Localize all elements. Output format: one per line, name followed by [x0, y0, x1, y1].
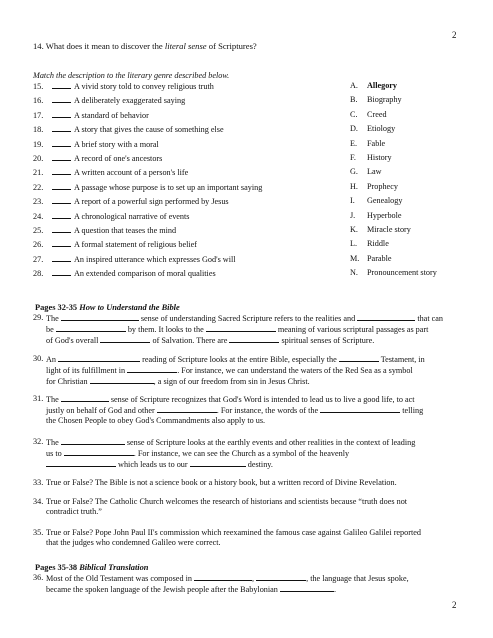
genre-name: Miracle story — [367, 225, 411, 234]
section-heading — [35, 563, 148, 572]
text: sense of Scripture looks at the earthly events and other realities in the context of leading — [126, 438, 416, 447]
item-text: A question that teases the mind — [74, 226, 177, 235]
item-number: 27. — [33, 254, 44, 264]
genre-name: Riddle — [367, 239, 389, 249]
text: The — [46, 438, 59, 447]
answer-blank[interactable] — [52, 139, 71, 147]
item-number: 24. — [33, 211, 44, 221]
text: . For instance, we can understand the waters of the Red Sea as a symbol — [177, 366, 413, 376]
item-number: 20. — [33, 154, 44, 163]
question-34 — [33, 497, 465, 517]
item-number: 26. — [33, 240, 44, 250]
text: . For instance, we can see the Church as a symbol of the heavenly — [133, 449, 350, 459]
answer-blank[interactable] — [229, 335, 279, 343]
text: The — [46, 314, 59, 323]
answer-blank[interactable] — [52, 153, 71, 161]
section-title: How to Understand the Bible — [79, 303, 180, 312]
answer-blank[interactable] — [339, 354, 379, 362]
answer-blank[interactable] — [194, 573, 255, 583]
answer-blank[interactable] — [52, 225, 71, 233]
answer-blank[interactable] — [157, 405, 217, 413]
genre-letter: J. — [350, 210, 356, 220]
answer-blank[interactable] — [61, 394, 109, 402]
answer-blank[interactable] — [61, 313, 139, 321]
text: telling — [402, 406, 424, 416]
question-text: contradict truth.” — [46, 507, 102, 517]
text: for Christian — [46, 377, 88, 387]
answer-blank[interactable] — [280, 584, 336, 595]
answer-blank[interactable] — [100, 335, 150, 343]
matching-item — [33, 268, 216, 278]
answer-blank[interactable] — [46, 459, 116, 467]
genre-letter: D. — [350, 124, 358, 134]
question-number: 31. — [33, 394, 44, 403]
item-text: A story that gives the cause of something else — [74, 125, 224, 135]
question-text: True or False? The Catholic Church welcomes the research of historians and scientists because “truth does not — [46, 497, 408, 506]
question-number: 32. — [33, 437, 44, 446]
question-number: 36. — [33, 573, 44, 582]
text: of God's overall — [46, 336, 99, 346]
question-text: of Scriptures? — [208, 41, 257, 51]
genre-name: Allegory — [367, 81, 398, 90]
text: Testament, in — [380, 355, 425, 364]
matching-item — [33, 182, 262, 192]
genre-name: Etiology — [367, 124, 396, 134]
genre-name: Prophecy — [367, 181, 398, 191]
genre-letter: A. — [350, 81, 358, 90]
genre-letter: L. — [350, 239, 358, 249]
text: light of its fulfillment in — [46, 366, 126, 376]
genre-name: Fable — [367, 138, 386, 148]
genre-item — [350, 196, 402, 205]
answer-blank[interactable] — [320, 405, 400, 413]
genre-item — [350, 254, 392, 263]
question-36 — [33, 573, 465, 595]
genre-item — [350, 110, 387, 119]
genre-item — [350, 153, 392, 162]
matching-item — [33, 225, 176, 235]
genre-name: Parable — [367, 253, 392, 263]
genre-letter: G. — [350, 167, 358, 177]
answer-blank[interactable] — [52, 254, 71, 262]
answer-blank[interactable] — [52, 211, 71, 219]
genre-item — [350, 211, 402, 220]
question-text: What does it mean to discover the — [45, 41, 163, 51]
item-text: A standard of behavior — [74, 110, 149, 120]
text: An — [46, 355, 57, 364]
text: reading of Scripture looks at the entire Bible, especially the — [142, 355, 337, 364]
question-number: 34. — [33, 497, 44, 506]
page-number-top: 2 — [452, 30, 457, 40]
item-text: A formal statement of religious belief — [74, 240, 198, 250]
answer-blank[interactable] — [52, 95, 71, 103]
genre-name: Genealogy — [367, 196, 403, 206]
question-29 — [33, 313, 465, 347]
item-text: An extended comparison of moral qualities — [74, 269, 216, 279]
question-italic: literal sense — [164, 41, 207, 51]
text: justly on behalf of God and other — [46, 406, 155, 416]
answer-blank[interactable] — [90, 376, 154, 384]
answer-blank[interactable] — [52, 124, 71, 132]
text: , the language that Jesus spoke, — [306, 574, 409, 583]
item-number: 17. — [33, 110, 44, 120]
answer-blank[interactable] — [61, 437, 125, 445]
genre-name: Biography — [367, 95, 402, 105]
matching-item — [33, 211, 190, 221]
item-number: 22. — [33, 182, 44, 192]
text: spiritual senses of Scripture. — [281, 336, 375, 346]
item-text: An inspired utterance which expresses God's will — [74, 254, 236, 264]
genre-name: Pronouncement story — [367, 268, 437, 278]
section-title: Biblical Translation — [79, 563, 149, 572]
text: . — [333, 585, 336, 595]
answer-blank[interactable] — [256, 573, 306, 581]
matching-item — [33, 239, 197, 249]
text: by them. It looks to the — [127, 325, 204, 335]
text: which leads us to our — [118, 460, 188, 470]
question-text: True or False? Pope John Paul II's commission which reexamined the famous case against Galileo Galilei reported — [46, 528, 421, 537]
item-text: A written account of a person's life — [74, 168, 189, 178]
item-text: A passage whose purpose is to set up an important saying — [74, 182, 263, 192]
text: the Chosen People to obey God's Commandments also apply to us. — [46, 416, 266, 426]
item-number: 28. — [33, 269, 44, 279]
question-number: 29. — [33, 313, 44, 322]
genre-name: Creed — [367, 109, 387, 119]
matching-item — [33, 95, 185, 105]
text: became the spoken language of the Jewish people after the Babylonian — [46, 585, 278, 595]
genre-letter: H. — [350, 181, 358, 191]
genre-item — [350, 182, 398, 191]
text: us to — [46, 449, 62, 459]
genre-name: Hyperbole — [367, 210, 402, 220]
genre-item — [350, 95, 402, 104]
text: Most of the Old Testament was composed in — [46, 574, 192, 583]
answer-blank[interactable] — [52, 167, 71, 175]
matching-item — [33, 196, 229, 206]
genre-letter: B. — [350, 95, 358, 105]
item-text: A vivid story told to convey religious truth — [74, 82, 214, 91]
matching-item — [33, 81, 214, 91]
genre-item — [350, 124, 395, 133]
question-32 — [33, 437, 465, 471]
question-number: 14. — [33, 41, 44, 51]
genre-item — [350, 268, 437, 277]
item-text: A report of a powerful sign performed by Jesus — [74, 197, 229, 207]
matching-item — [33, 254, 236, 264]
page-number-bottom: 2 — [452, 600, 457, 610]
section-heading — [35, 303, 180, 312]
text: The — [46, 395, 59, 404]
genre-item — [350, 225, 411, 234]
section-pages: Pages 35-38 — [35, 563, 78, 572]
text: , a sign of our freedom from sin in Jesus Christ. — [153, 377, 310, 387]
question-14 — [33, 41, 257, 51]
text: of Salvation. There are — [152, 336, 228, 346]
answer-blank[interactable] — [190, 459, 246, 467]
answer-blank[interactable] — [64, 448, 134, 456]
matching-item — [33, 167, 188, 177]
genre-letter: F. — [350, 153, 356, 162]
question-text: that the judges who condemned Galileo were correct. — [46, 538, 221, 548]
text: sense of Scripture recognizes that God's Word is intended to lead us to live a good life, to act — [110, 395, 415, 404]
genre-letter: I. — [350, 196, 355, 206]
answer-blank[interactable] — [58, 354, 140, 362]
item-number: 15. — [33, 82, 44, 91]
question-number: 35. — [33, 528, 44, 537]
answer-blank[interactable] — [52, 268, 71, 276]
item-text: A deliberately exaggerated saying — [74, 96, 186, 106]
answer-blank[interactable] — [357, 313, 415, 321]
item-text: A brief story with a moral — [74, 139, 159, 149]
answer-blank[interactable] — [52, 182, 71, 190]
matching-item — [33, 110, 149, 120]
answer-blank[interactable] — [52, 239, 71, 247]
item-number: 21. — [33, 168, 44, 178]
genre-item — [350, 81, 397, 90]
matching-instruction: Match the description to the literary genre described below. — [33, 71, 230, 80]
text: be — [46, 325, 54, 335]
question-number: 33. — [33, 478, 44, 487]
answer-blank[interactable] — [52, 196, 71, 204]
genre-letter: E. — [350, 138, 358, 148]
matching-item — [33, 153, 162, 163]
matching-item — [33, 124, 224, 134]
text: sense of understanding Sacred Scripture refers to the realities and — [140, 314, 356, 323]
question-35 — [33, 528, 465, 548]
text: , — [252, 574, 255, 583]
genre-letter: C. — [350, 109, 358, 119]
genre-name: Law — [367, 167, 382, 177]
genre-letter: N. — [350, 268, 358, 278]
item-text: A chronological narrative of events — [74, 211, 190, 221]
text: meaning of various scriptural passages as part — [277, 325, 429, 335]
section-pages: Pages 32-35 — [35, 303, 78, 312]
answer-blank[interactable] — [56, 324, 126, 332]
question-number: 30. — [33, 354, 44, 363]
genre-item — [350, 167, 382, 176]
genre-item — [350, 239, 389, 248]
question-30 — [33, 354, 465, 388]
question-31 — [33, 394, 465, 427]
genre-letter: K. — [350, 225, 358, 234]
item-number: 25. — [33, 226, 44, 235]
item-number: 23. — [33, 197, 44, 207]
item-text: A record of one's ancestors — [74, 154, 163, 163]
answer-blank[interactable] — [127, 365, 177, 373]
answer-blank[interactable] — [206, 324, 276, 332]
genre-letter: M. — [350, 253, 360, 263]
item-number: 16. — [33, 96, 44, 106]
item-number: 19. — [33, 139, 44, 149]
text: that can — [417, 314, 443, 323]
matching-item — [33, 139, 159, 149]
question-text: True or False? The Bible is not a science book or a history book, but a written record of Divine Revelation. — [46, 478, 397, 487]
genre-item — [350, 139, 385, 148]
question-33 — [33, 478, 465, 488]
text: destiny. — [247, 460, 273, 470]
answer-blank[interactable] — [52, 110, 71, 118]
answer-blank[interactable] — [52, 81, 71, 89]
text: . For instance, the words of the — [216, 406, 319, 416]
item-number: 18. — [33, 125, 44, 135]
genre-name: History — [367, 153, 392, 162]
